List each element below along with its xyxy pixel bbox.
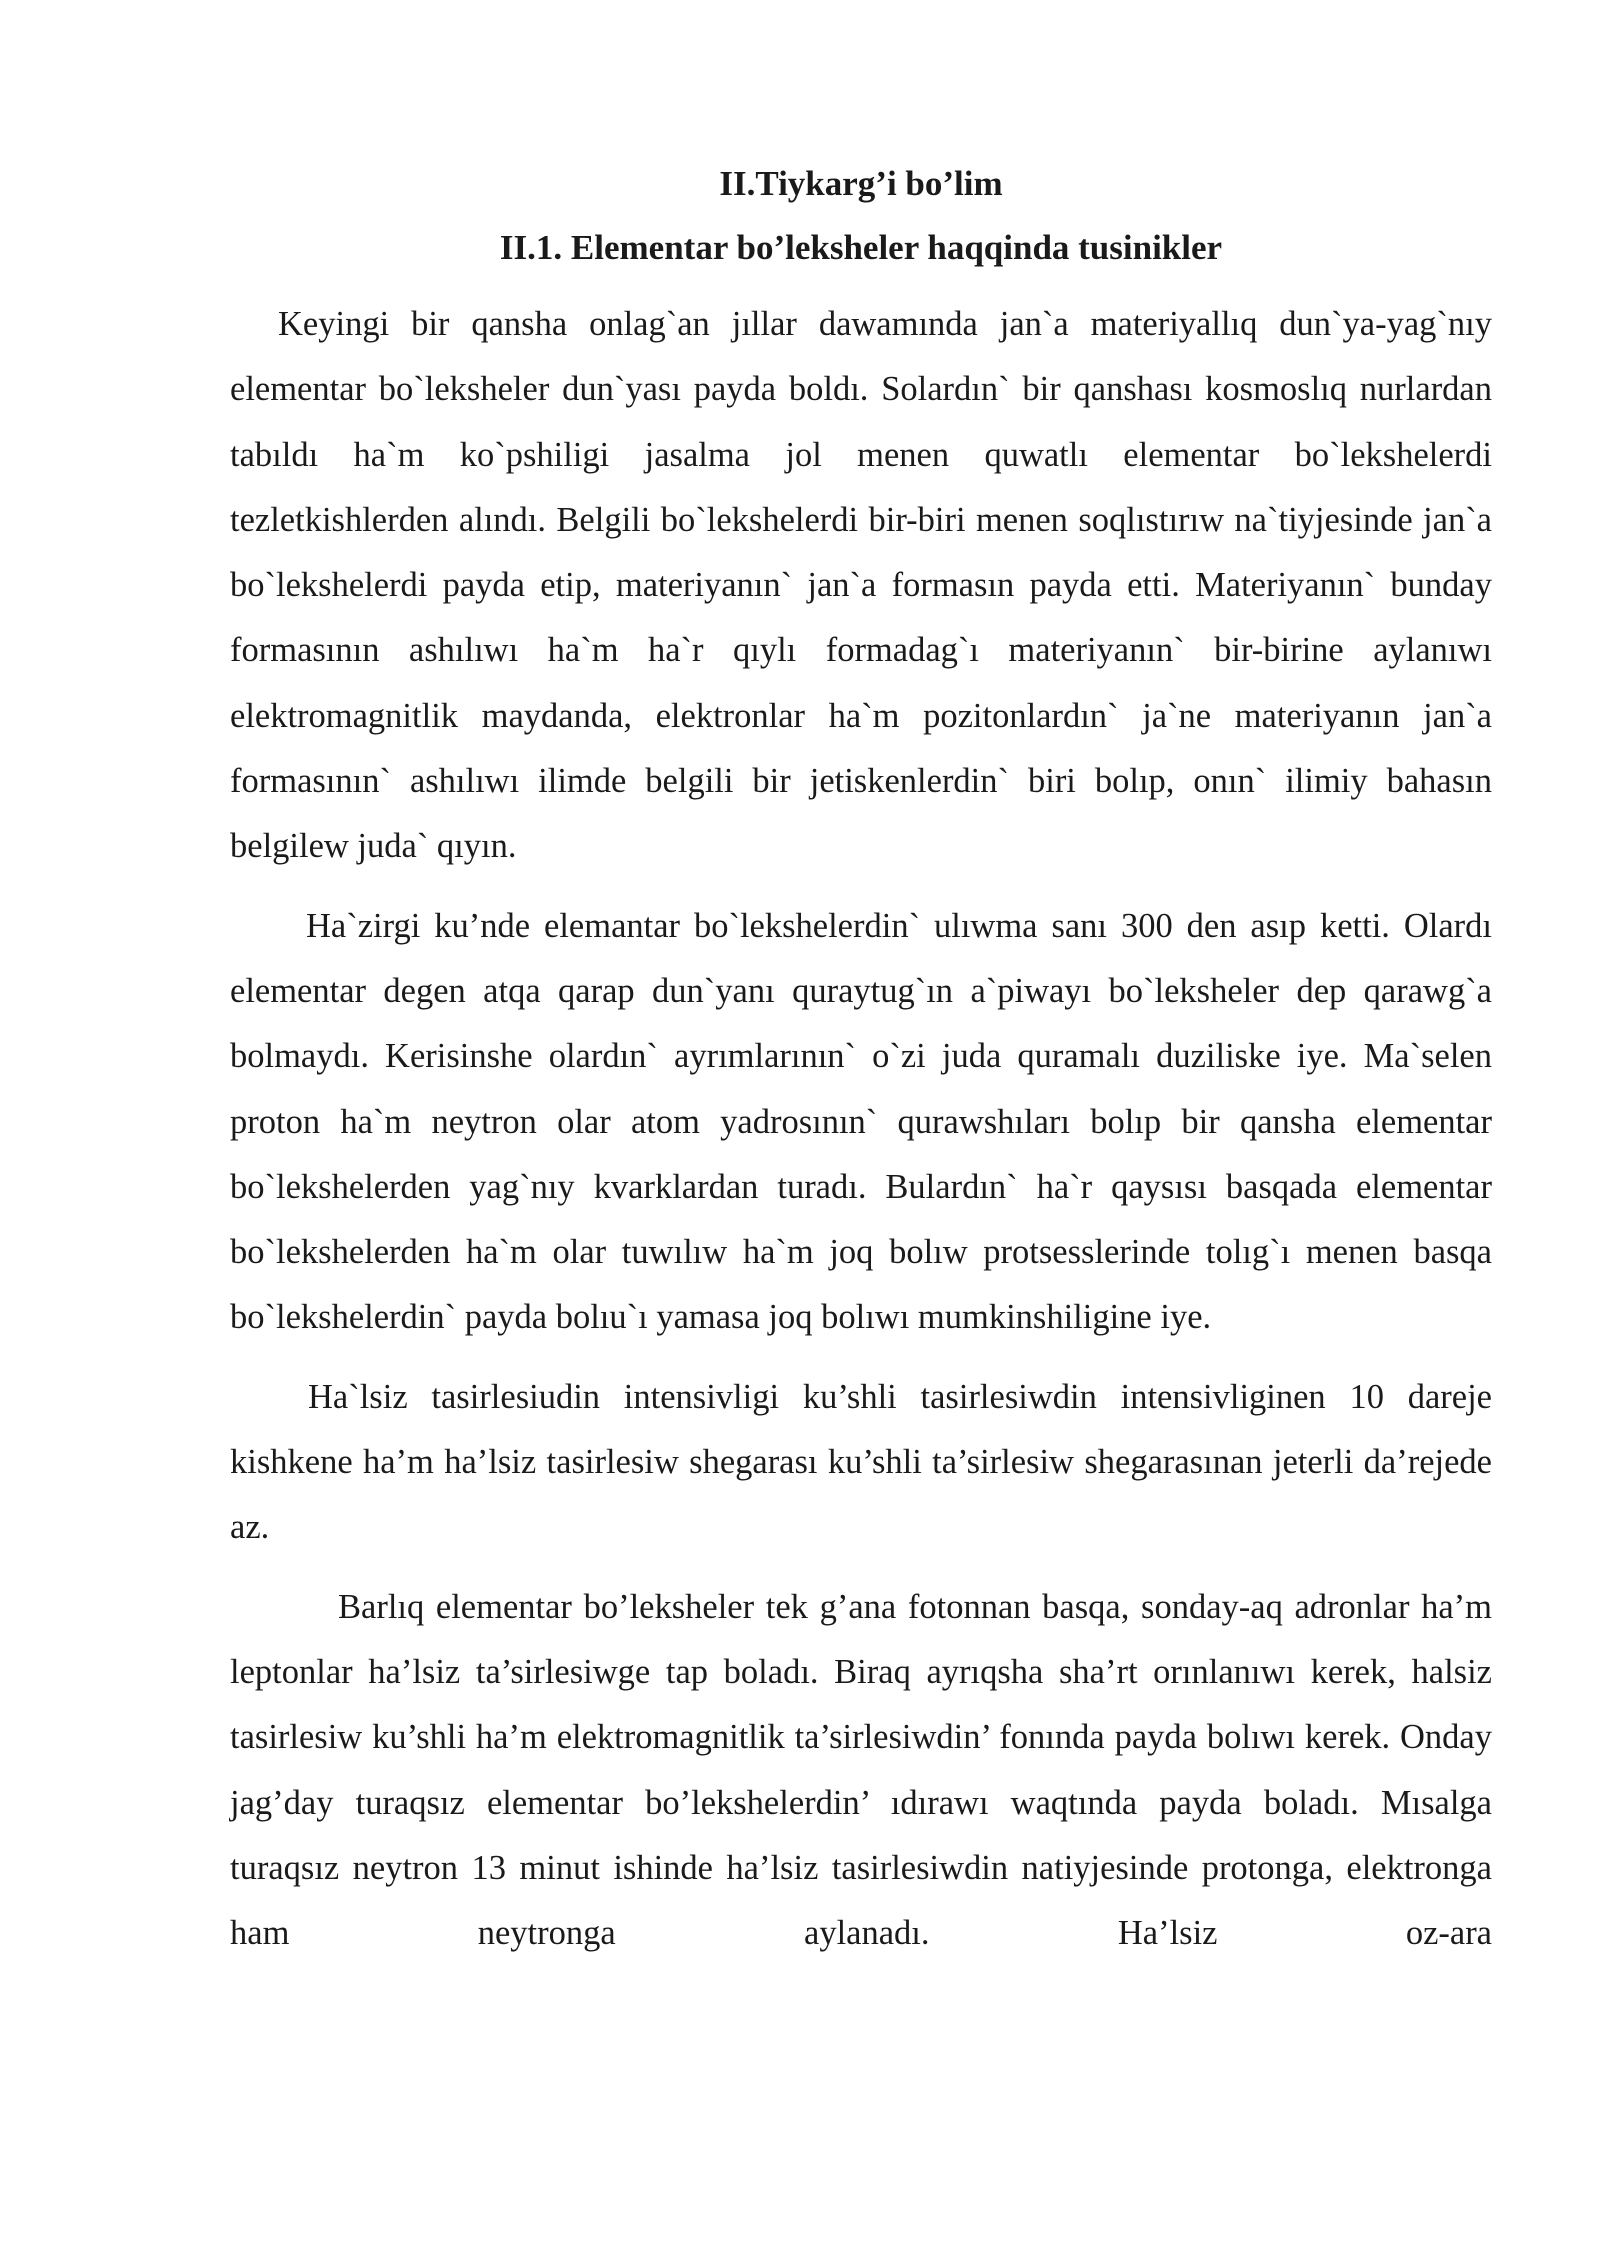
page-body: [230, 152, 1492, 1966]
paragraph-2: Ha`zirgi ku’nde elemantar bo`lekshelerdin` ulıwma sanı 300 den asıp ketti. Olardı elementar degen atqa qarap dun`yanı quraytug`ın a`piwayı bo`leksheler dep qarawg`a bolmaydı. Kerisinshe olardın` ayrımlarının` o`zi juda quramalı duziliske iye. Ma`selen proton ha`m neytron olar atom yadrosının` qurawshıları bolıp bir qansha elementar bo`lekshelerden yag`nıy kvarklardan turadı. Bulardın` ha`r qaysısı basqada elementar bo`lekshelerden ha`m olar tuwılıw ha`m joq bolıw protsesslerinde tolıg`ı menen basqa bo`lekshelerdin` payda bolıu`ı yamasa joq bolıwı mumkinshiligine iye.: [230, 906, 1492, 1337]
paragraph-3: Ha`lsiz tasirlesiudin intensivligi ku’shli tasirlesiwdin intensivliginen 10 dareje kishkene ha’m ha’lsiz tasirlesiw shegarası ku’shli ta’sirlesiw shegarasınan jeterli da’rejede az.: [230, 1377, 1492, 1547]
paragraph-1: Keyingi bir qansha onlag`an jıllar dawamında jan`a materiyallıq dun`ya-yag`nıy elementar bo`leksheler dun`yası payda boldı. Solardın` bir qanshası kosmoslıq nurlardan tabıldı ha`m ko`pshiligi jasalma jol menen quwatlı elementar bo`lekshelerdi tezletkishlerden alındı. Belgili bo`lekshelerdi bir-biri menen soqlıstırıw na`tiyjesinde jan`a bo`lekshelerdi payda etip, materiyanın` jan`a formasın payda etti. Materiyanın` bunday formasının ashılıwı ha`m ha`r qıylı formadag`ı materiyanın` bir-birine aylanıwı elektromagnitlik maydanda, elektronlar ha`m pozitonlardın` ja`ne materiyanın jan`a formasının` ashılıwı ilimde belgili bir jetiskenlerdin` biri bolıp, onın` ilimiy bahasın belgilew juda` qıyın.: [230, 305, 1492, 866]
subsection-title: II.1. Elementar bo’leksheler haqqinda tusinikler: [499, 228, 1223, 267]
section-title: II.Tiykarg’i bo’lim: [719, 164, 1003, 203]
paragraph-4: Barlıq elementar bo’leksheler tek g’ana fotonnan basqa, sonday-aq adronlar ha’m leptonlar ha’lsiz ta’sirlesiwge tap boladı. Biraq ayrıqsha sha’rt orınlanıwı kerek, halsiz tasirlesiw ku’shli ha’m elektromagnitlik ta’sirlesiwdin’ fonında payda bolıwı kerek. Onday jag’day turaqsız elementar bo’lekshelerdin’ ıdırawı waqtında payda boladı. Mısalga turaqsız neytron 13 minut ishinde ha’lsiz tasirlesiwdin natiyjesinde protonga, elektronga ham neytronga aylanadı. Ha’lsiz oz-ara: [230, 1587, 1492, 1953]
